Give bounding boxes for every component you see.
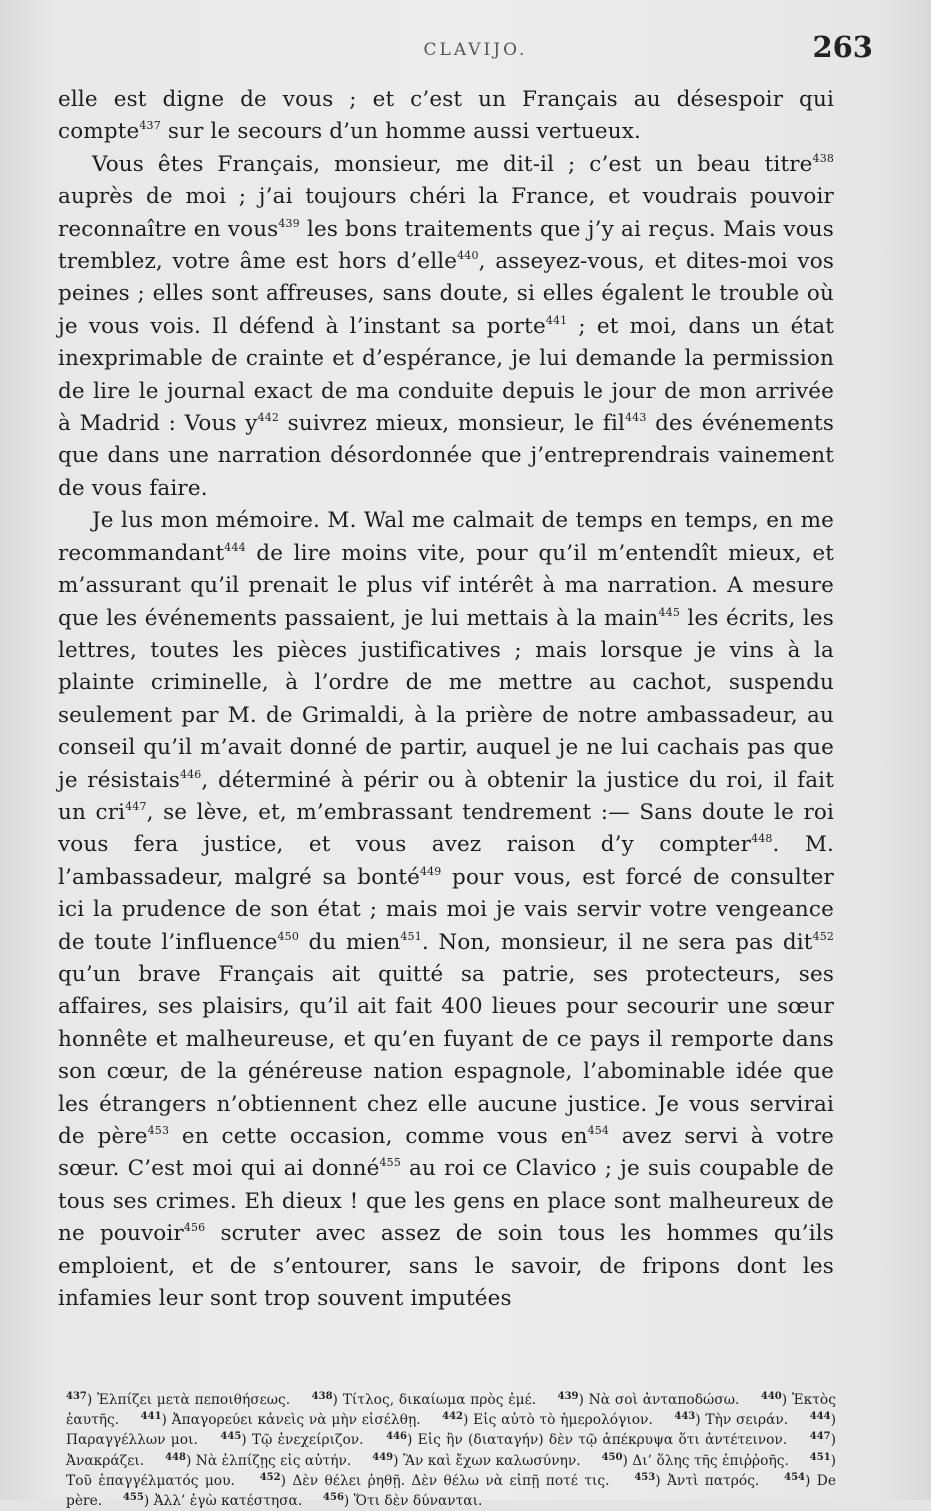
footnote-ref: 441 [545,313,568,327]
text-run: les écrits, les lettres, toutes les pièces justificatives ; mais lorsque je vins à la plainte criminelle, à l’ordre de me mettre au cachot, suspendu seulement par M. de Grimaldi, à la prière de notre ambassadeur, au conseil qu’il m’avait donné de partir, auquel je ne lui cachais pas que je résistais [58,605,834,793]
footnote [602,1453,789,1469]
footnote-text: ) Τῷ ἐνεχείριζον. [241,1432,364,1449]
text-run: des événements que dans une narration désordonnée que j’entreprendrais vainement de vous faire. [58,411,835,501]
footnote-text: ) Ἂν καὶ ἔχων καλωσύνην. [393,1452,581,1469]
footnote-number: 441 [140,1411,162,1423]
footnotes [66,1390,836,1511]
footnote-text: ) Εἰς αὐτὸ τὸ ἡμερολόγιον. [463,1412,653,1429]
running-title: CLAVIJO. [423,40,528,60]
footnote-number: 452 [259,1471,281,1483]
text-run: . M. l’ambassadeur, malgré sa bonté [58,832,835,890]
footnote-text: ) Ἀπαγορεύει κἀνεὶς νὰ μὴν εἰσέλθῃ. [161,1412,421,1429]
text-run: . Non, monsieur, il ne sera pas dit [421,929,813,955]
footnote-number: 437 [66,1391,87,1402]
footnote [634,1473,759,1489]
footnote [165,1453,351,1469]
footnote-ref: 438 [812,151,834,165]
footnote-ref: 454 [587,1124,610,1137]
paragraph [58,505,834,1315]
footnote-number: 454 [784,1471,805,1483]
footnote-ref: 453 [147,1124,170,1137]
footnote [260,1473,610,1489]
footnote [141,1412,421,1428]
footnote-number: 455 [122,1492,144,1504]
paragraph [58,84,834,149]
footnote-ref: 445 [658,605,680,619]
footnote-ref: 437 [139,119,161,133]
footnote-text: ) Νὰ σοὶ ἀνταποδώσω. [578,1392,740,1408]
footnote-number: 440 [760,1391,782,1402]
footnote-ref: 455 [379,1156,401,1170]
footnote-ref: 450 [277,929,299,943]
footnote-text: ) Ἀντὶ πατρός. [655,1472,760,1489]
footnote-ref: 456 [183,1221,206,1235]
footnote-text: ) Ἐλπίζει μετὰ πεποιθήσεως. [86,1392,291,1408]
footnote-text: ) Παραγγέλλων μοι. [66,1412,836,1449]
footnote-text: ) Νὰ ἐλπίζῃς εἰς αὐτήν. [185,1452,352,1469]
footnote-number: 449 [372,1451,394,1463]
text-run: elle est digne de vous ; et c’est un Français au désespoir qui compte [58,87,834,145]
footnote-number: 445 [220,1431,242,1443]
footnote-text: ) Τὴν σειράν. [695,1412,789,1429]
footnote-number: 439 [557,1391,579,1402]
text-run: pour vous, est forcé de consulter ici la prudence de son état ; mais moi je vais servir votre vengeance de toute l’influence [58,864,834,955]
footnote-number: 447 [809,1431,831,1443]
paragraph [58,149,834,505]
text-run: avez servi à votre sœur. C’est moi qui ai donné [58,1124,835,1182]
text-run: suivrez mieux, monsieur, le fil [279,411,626,437]
footnote-ref: 444 [224,540,246,554]
footnote [323,1493,482,1509]
footnote [66,1392,290,1408]
footnote-number: 451 [809,1451,831,1463]
footnote [558,1392,740,1408]
text-run: au roi ce Clavico ; je suis coupable de tous ses crimes. Eh dieux ! que les gens en place sont malheureux de ne pouvoir [58,1156,834,1247]
footnote-number: 448 [165,1451,186,1463]
text-run: Vous êtes Français, monsieur, me dit-il ; c’est un beau titre [92,151,813,177]
footnote-number: 456 [323,1492,344,1504]
footnote [386,1432,787,1448]
footnote-ref: 439 [278,216,300,230]
footnote-text: ) Δὲν θέλει ῥηθῇ. Δὲν θέλω νὰ εἰπῇ ποτέ τις. [280,1472,610,1489]
footnote [123,1493,302,1509]
footnote-ref: 443 [625,411,647,425]
footnote-text: ) Ἀνακράζει. [66,1432,837,1469]
footnote-number: 450 [601,1451,623,1463]
footnote-text: ) Ὅτι δὲν δύνανται. [343,1493,483,1510]
footnote-number: 442 [442,1411,464,1423]
text-run: de lire moins vite, pour qu’il m’entendît mieux, et m’assurant qu’il prenait le plus vif intérêt à ma narration. A mesure que les événements passaient, je lui mettais à la main [58,540,834,631]
text-run: du mien [298,929,401,955]
footnote-number: 443 [674,1411,696,1423]
running-head [60,30,891,70]
footnote-text: ) Δι’ ὅλης τῆς ἐπιῤῥοῆς. [622,1452,789,1469]
footnote-number: 446 [386,1431,407,1443]
text-run: les bons traitements que j’y ai reçus. Mais vous tremblez, votre âme est hors d’elle [58,216,834,275]
footnote-ref: 440 [457,249,479,263]
text-run: qu’un brave Français ait quitté sa patrie, ses protecteurs, ses affaires, ses plaisirs, qu’il ait fait 400 lieues pour secourir une sœur honnête et malheureuse, et qu’en fuyant de ce pays il remporte dans son cœur, de la généreuse nation espagnole, l’abominable idée que les étrangers n’obtiennent chez elle aucune justice. Je vous servirai de père [58,961,834,1149]
footnote-text: ) De père. [66,1472,837,1510]
footnote-text: ) Τίτλος, δικαίωμα πρὸς ἐμέ. [332,1392,537,1408]
text-run: , se lève, et, m’embrassant tendrement :— Sans doute le roi vous fera justice, et vous avez raison d’y compter [58,799,835,858]
footnote-ref: 447 [125,799,147,813]
footnote [372,1453,580,1469]
footnote-number: 453 [634,1471,656,1483]
text-run: sur le secours d’un homme aussi vertueux. [160,119,642,145]
text-run: en cette occasion, comme vous en [169,1124,588,1149]
footnote-ref: 452 [812,929,835,943]
footnote-text: ) Ἐκτὸς ἑαυτῆς. [66,1392,836,1429]
footnote-ref: 449 [419,864,442,878]
footnote [312,1392,536,1408]
text-run: ; et moi, dans un état inexprimable de crainte et d’espérance, je lui demande la permission de lire le journal exact de ma conduite depuis le jour de mon arrivée à Madrid : Vous y [58,313,834,437]
footnote-text: ) Εἰς ἣν (διαταγήν) δὲν τῷ ἀπέκρυψα ὅτι ἀντέτεινον. [406,1432,788,1449]
body-text [58,84,834,1315]
footnote-ref: 448 [751,832,773,846]
footnote [674,1412,788,1428]
text-run: scruter avec assez de soin tous les hommes qu’ils emploient, et de s’entourer, sans le savoir, de fripons dont les infamies leur sont trop souvent imputées [58,1221,834,1312]
text-run: auprès de moi ; j’ai toujours chéri la France, et voudrais pouvoir reconnaître en vous [58,184,834,242]
text-run: Je lus mon mémoire. M. Wal me calmait de temps en temps, en me recommandant [58,508,834,566]
footnote-text: ) Ἀλλ’ ἐγὼ κατέστησα. [143,1493,303,1510]
footnote [442,1412,653,1428]
footnote-number: 438 [311,1391,333,1402]
text-run: , déterminé à périr ou à obtenir la justice du roi, il fait un cri [58,767,834,825]
footnote-ref: 442 [257,411,280,425]
footnote-ref: 451 [400,929,422,943]
text-run: , asseyez-vous, et dites-moi vos peines ; elles sont affreuses, sans doute, si elles égalent le trouble où je vous vois. Il défend à l’instant sa porte [58,249,834,339]
footnote [220,1432,363,1448]
page-number: 263 [812,30,873,64]
footnote-text: ) Τοῦ ἐπαγγέλματός μου. [66,1452,837,1489]
footnote-number: 444 [809,1411,831,1423]
footnote-ref: 446 [179,767,202,781]
